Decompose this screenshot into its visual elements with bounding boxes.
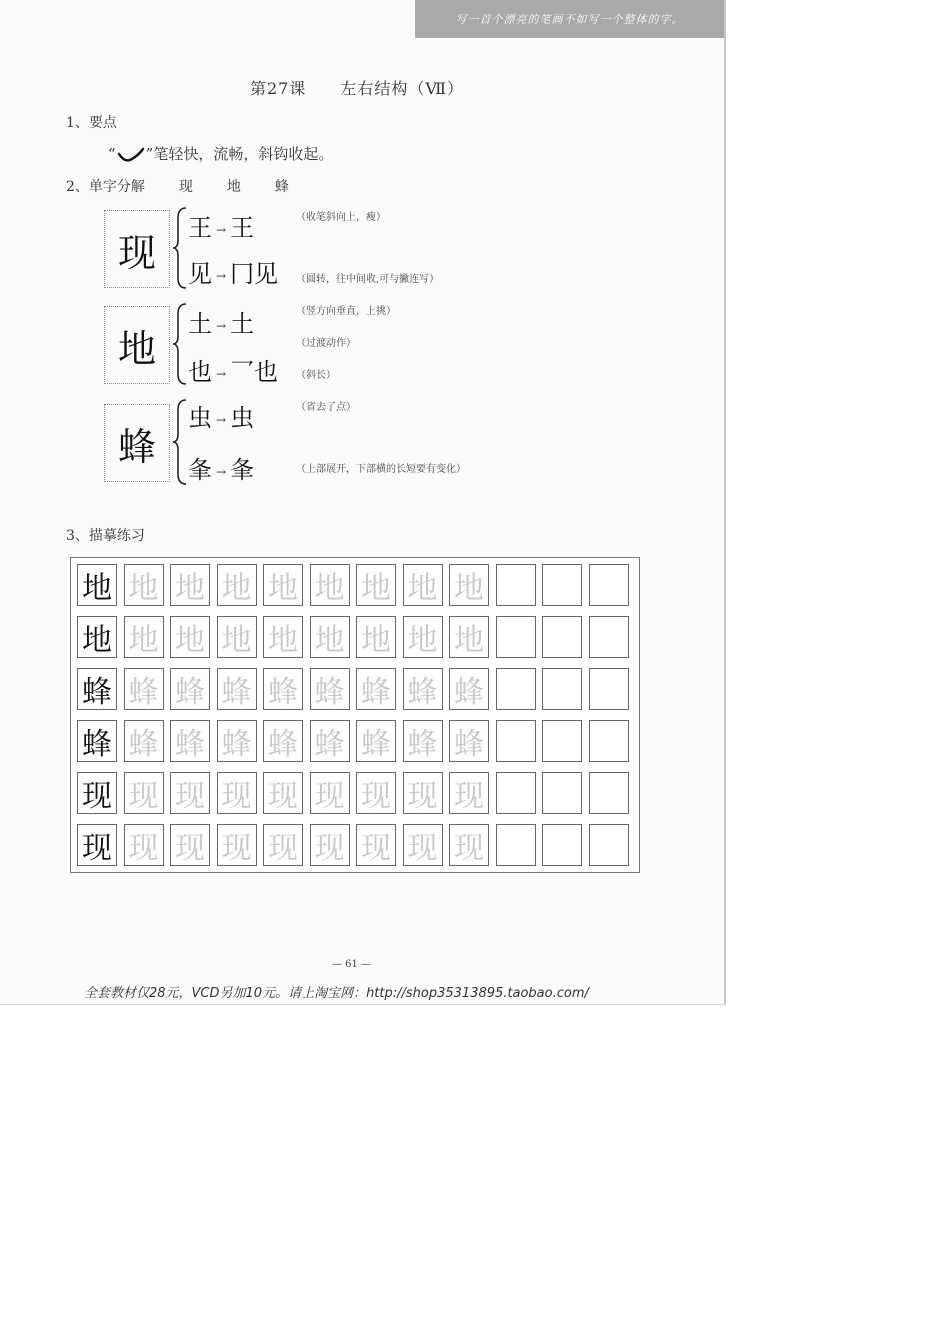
practice-trace-cell: 蜂 <box>124 720 164 762</box>
decomp-main-char: 现 <box>104 210 170 288</box>
practice-trace-cell: 现 <box>217 824 257 866</box>
footer-ad: 全套教材仅28元，VCD另加10元。请上淘宝网：http://shop35313895.taobao.com/ <box>84 986 589 1001</box>
practice-trace-cell: 现 <box>449 824 489 866</box>
practice-trace-cell: 地 <box>449 564 489 606</box>
practice-trace-cell: 现 <box>356 824 396 866</box>
header-banner: 写一首个漂亮的笔画不如写一个整体的字。 <box>415 0 724 38</box>
practice-trace-cell: 地 <box>310 616 350 658</box>
decomp-row: 虫 → 虫 <box>188 404 255 432</box>
practice-trace-cell: 蜂 <box>170 668 210 710</box>
practice-trace-cell: 蜂 <box>310 668 350 710</box>
lesson-title <box>250 76 470 99</box>
decomp-row: 见 → 冂见 <box>188 260 279 288</box>
lesson-topic: 左右结构（Ⅶ） <box>340 79 465 98</box>
practice-trace-cell: 地 <box>263 564 303 606</box>
practice-trace-cell: 蜂 <box>449 720 489 762</box>
practice-empty-cell <box>589 824 629 866</box>
section-practice-heading: 3、描摹练习 <box>66 528 145 544</box>
decomp-note: （竖方向垂直，上挑） <box>296 306 396 317</box>
practice-trace-cell: 蜂 <box>310 720 350 762</box>
decomp-row: 夆 → 夆 <box>188 456 255 484</box>
practice-trace-cell: 蜂 <box>263 720 303 762</box>
brace-icon <box>172 206 188 290</box>
decomp-note: （斜长） <box>296 370 336 381</box>
practice-trace-cell: 蜂 <box>356 668 396 710</box>
practice-empty-cell <box>496 668 536 710</box>
practice-trace-cell: 蜂 <box>217 668 257 710</box>
practice-model-cell: 蜂 <box>77 720 117 762</box>
practice-empty-cell <box>589 668 629 710</box>
decomp-row: 土 → 土 <box>188 310 255 338</box>
practice-trace-cell: 现 <box>310 824 350 866</box>
decomp-note: （省去了点） <box>296 402 356 413</box>
practice-trace-cell: 现 <box>403 772 443 814</box>
practice-trace-cell: 蜂 <box>403 720 443 762</box>
practice-trace-cell: 现 <box>217 772 257 814</box>
practice-empty-cell <box>542 824 582 866</box>
practice-trace-cell: 蜂 <box>124 668 164 710</box>
practice-trace-cell: 现 <box>263 772 303 814</box>
decomp-main-char: 地 <box>104 306 170 384</box>
decomp-note: （上部展开，下部横的长短要有变化） <box>296 464 466 475</box>
practice-trace-cell: 现 <box>170 824 210 866</box>
practice-trace-cell: 地 <box>310 564 350 606</box>
practice-trace-cell: 地 <box>449 616 489 658</box>
practice-trace-cell: 现 <box>310 772 350 814</box>
practice-empty-cell <box>542 772 582 814</box>
decomp-char-label: 地 <box>226 179 241 195</box>
practice-trace-cell: 现 <box>356 772 396 814</box>
practice-trace-cell: 现 <box>170 772 210 814</box>
practice-empty-cell <box>589 772 629 814</box>
decomp-note: （收笔斜向上，瘦） <box>296 212 386 223</box>
practice-trace-cell: 地 <box>356 564 396 606</box>
arrow-icon: → <box>216 412 227 427</box>
practice-grid <box>70 557 640 873</box>
practice-model-cell: 蜂 <box>77 668 117 710</box>
practice-trace-cell: 蜂 <box>263 668 303 710</box>
lesson-number: 第27课 <box>250 79 307 98</box>
decomp-char-label: 蜂 <box>274 179 289 195</box>
practice-trace-cell: 蜂 <box>217 720 257 762</box>
practice-empty-cell <box>589 616 629 658</box>
practice-empty-cell <box>589 564 629 606</box>
brace-icon <box>172 398 188 486</box>
practice-model-cell: 地 <box>77 616 117 658</box>
arrow-icon: → <box>216 366 227 381</box>
practice-trace-cell: 地 <box>217 616 257 658</box>
practice-model-cell: 现 <box>77 772 117 814</box>
practice-trace-cell: 现 <box>449 772 489 814</box>
practice-trace-cell: 地 <box>356 616 396 658</box>
practice-trace-cell: 现 <box>124 824 164 866</box>
practice-trace-cell: 蜂 <box>403 668 443 710</box>
practice-empty-cell <box>542 564 582 606</box>
section-keypoints-heading: 1、要点 <box>66 115 117 131</box>
practice-empty-cell <box>542 668 582 710</box>
practice-trace-cell: 地 <box>217 564 257 606</box>
arrow-icon: → <box>216 268 227 283</box>
decomp-row: 也 → 乛也 <box>188 358 279 386</box>
practice-empty-cell <box>496 720 536 762</box>
practice-empty-cell <box>542 616 582 658</box>
brace-icon <box>172 302 188 386</box>
practice-trace-cell: 地 <box>403 616 443 658</box>
decomp-main-char: 蜂 <box>104 404 170 482</box>
decomp-note: （圆转，往中间收,可与撇连写） <box>296 274 440 285</box>
practice-trace-cell: 现 <box>263 824 303 866</box>
arrow-icon: → <box>216 318 227 333</box>
practice-trace-cell: 地 <box>263 616 303 658</box>
page-number: — 61 — <box>332 959 372 970</box>
hook-stroke-icon <box>116 146 146 164</box>
arrow-icon: → <box>216 222 227 237</box>
decomp-char-label: 现 <box>178 179 193 195</box>
practice-trace-cell: 蜂 <box>449 668 489 710</box>
practice-trace-cell: 地 <box>124 564 164 606</box>
practice-empty-cell <box>496 616 536 658</box>
practice-trace-cell: 蜂 <box>356 720 396 762</box>
practice-trace-cell: 蜂 <box>170 720 210 762</box>
decomp-row: 王 → 王 <box>188 214 255 242</box>
practice-trace-cell: 地 <box>170 564 210 606</box>
practice-empty-cell <box>589 720 629 762</box>
practice-empty-cell <box>496 772 536 814</box>
practice-empty-cell <box>542 720 582 762</box>
arrow-icon: → <box>216 464 227 479</box>
practice-empty-cell <box>496 564 536 606</box>
practice-trace-cell: 现 <box>124 772 164 814</box>
practice-trace-cell: 现 <box>403 824 443 866</box>
practice-trace-cell: 地 <box>403 564 443 606</box>
practice-trace-cell: 地 <box>170 616 210 658</box>
decomp-note: （过渡动作） <box>296 338 356 349</box>
practice-model-cell: 地 <box>77 564 117 606</box>
practice-empty-cell <box>496 824 536 866</box>
keypoint-text: “ ”笔轻快，流畅，斜钩收起。 <box>108 145 334 163</box>
section-decomposition-heading: 2、单字分解 现 地 蜂 <box>66 179 289 195</box>
practice-model-cell: 现 <box>77 824 117 866</box>
practice-trace-cell: 地 <box>124 616 164 658</box>
